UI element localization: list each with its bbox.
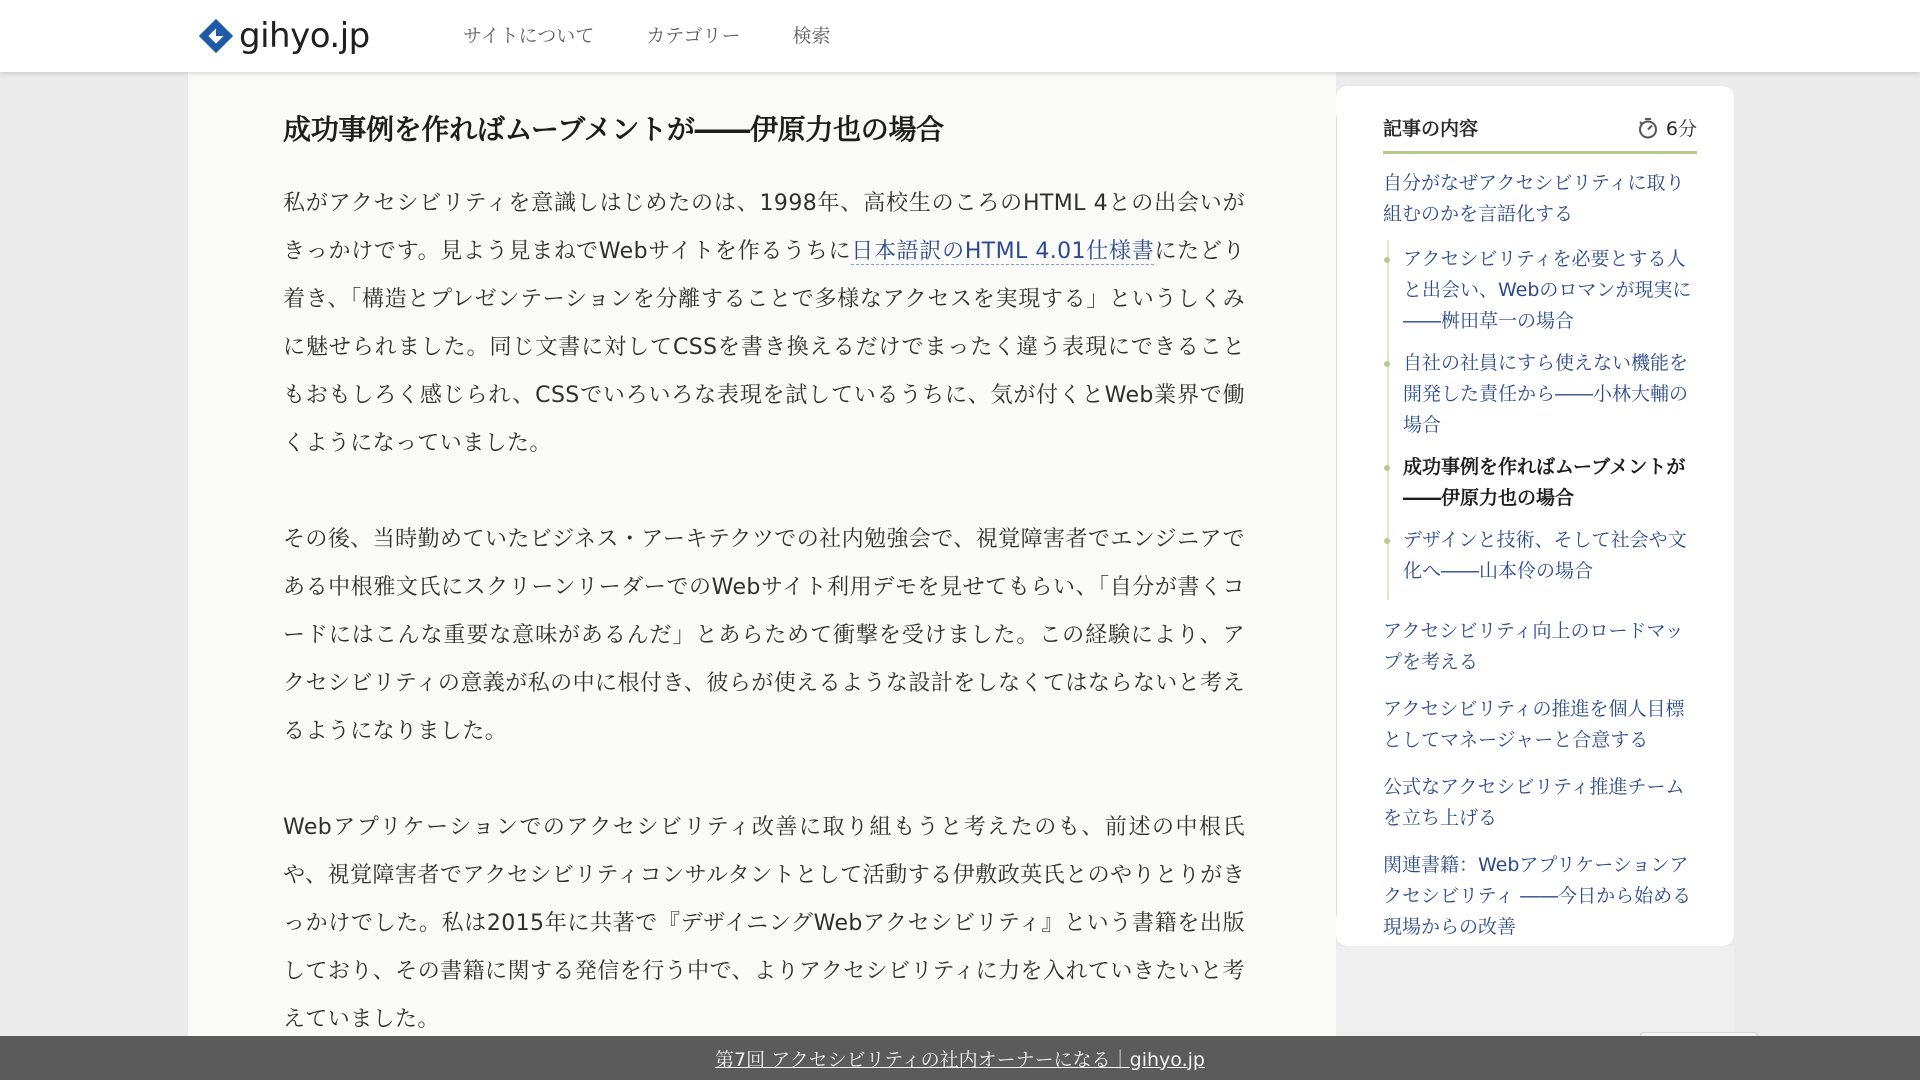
page-caption-link[interactable]: 第7回 アクセシビリティの社内オーナーになる｜gihyo.jp [715, 1048, 1205, 1071]
toc-item[interactable]: アクセシビリティの推進を個人目標としてマネージャーと合意する [1383, 698, 1685, 751]
nav-search[interactable]: 検索 [792, 25, 831, 47]
toc-subitem-current[interactable]: 成功事例を作ればムーブメントが――伊原力也の場合 [1389, 452, 1701, 514]
html401-spec-link[interactable]: 日本語訳のHTML 4.01仕様書 [851, 239, 1155, 264]
stopwatch-icon [1636, 116, 1660, 140]
site-header [0, 0, 1920, 72]
page-caption-bar [0, 1036, 1920, 1080]
main-nav [463, 22, 883, 50]
toc-subitem[interactable]: デザインと技術、そして社会や文化へ――山本伶の場合 [1389, 525, 1701, 587]
site-logo[interactable] [197, 12, 370, 60]
article-body [283, 180, 1245, 1080]
nav-about[interactable]: サイトについて [463, 25, 595, 47]
nav-category[interactable]: カテゴリー [646, 25, 741, 47]
article-paragraph-2: その後、当時勤めていたビジネス・アーキテクツでの社内勉強会で、視覚障害者でエンジニアである中根雅文氏にスクリーンリーダーでのWebサイト利用デモを見せてもらい、「自分が書くコードにはこんな重要な意味があるんだ」とあらためて衝撃を受けました。この経験により、アクセシビリティの意義が私の中に根付き、彼らが使えるような設計をしなくてはならないと考えるようになりました。 [283, 527, 1245, 744]
toc-list [1383, 168, 1701, 959]
toc-item[interactable]: 自分がなぜアクセシビリティに取り組むのかを言語化する [1383, 172, 1685, 225]
article [188, 72, 1336, 1040]
sidebar-lower-area [1336, 946, 1734, 1040]
toc-title: 記事の内容 [1383, 118, 1479, 140]
toc-subitem[interactable]: アクセシビリティを必要とする人と出会い、Webのロマンが現実に――桝田草一の場合 [1389, 244, 1701, 337]
toc-subitem[interactable]: 自社の社員にすら使えない機能を開発した責任から――小林大輔の場合 [1389, 348, 1701, 441]
gihyo-diamond-icon [197, 16, 235, 56]
article-paragraph-1 [283, 180, 1245, 468]
toc-sublist [1387, 240, 1701, 600]
read-time-value: 6分 [1665, 118, 1697, 140]
article-paragraph-3: Webアプリケーションでのアクセシビリティ改善に取り組もうと考えたのも、前述の中根氏や、視覚障害者でアクセシビリティコンサルタントとして活動する伊敷政英氏とのやりとりがきっかけでした。私は2015年に共著で『デザイニングWebアクセシビリティ』という書籍を出版しており、その書籍に関する発信を行う中で、よりアクセシビリティに力を入れていきたいと考えていました。 [283, 815, 1245, 1032]
toc-item[interactable]: 関連書籍：Webアプリケーションアクセシビリティ ――今日から始める現場からの改善 [1383, 854, 1692, 938]
p1-text-after: にたどり着き、「構造とプレゼンテーションを分離することで多様なアクセスを実現する」というしくみに魅せられました。同じ文書に対してCSSを書き換えるだけでまったく違う表現にできることもおもしろく感じられ、CSSでいろいろな表現を試しているうちに、気が付くとWeb業界で働くようになっていました。 [283, 239, 1246, 456]
toc-item[interactable]: 公式なアクセシビリティ推進チームを立ち上げる [1383, 776, 1685, 829]
sidebar-divider [1336, 116, 1337, 916]
article-heading: 成功事例を作ればムーブメントが――伊原力也の場合 [283, 113, 944, 146]
logo-text: gihyo.jp [239, 16, 370, 56]
read-time [1636, 114, 1697, 141]
toc-item[interactable]: アクセシビリティ向上のロードマップを考える [1383, 620, 1684, 673]
p1-text-before: 私がアクセシビリティを意識しはじめたのは、1998年、高校生のころのHTML 4との出会いがきっかけです。見よう見まねでWebサイトを作るうちに [283, 191, 1245, 264]
toc-header [1383, 114, 1697, 154]
